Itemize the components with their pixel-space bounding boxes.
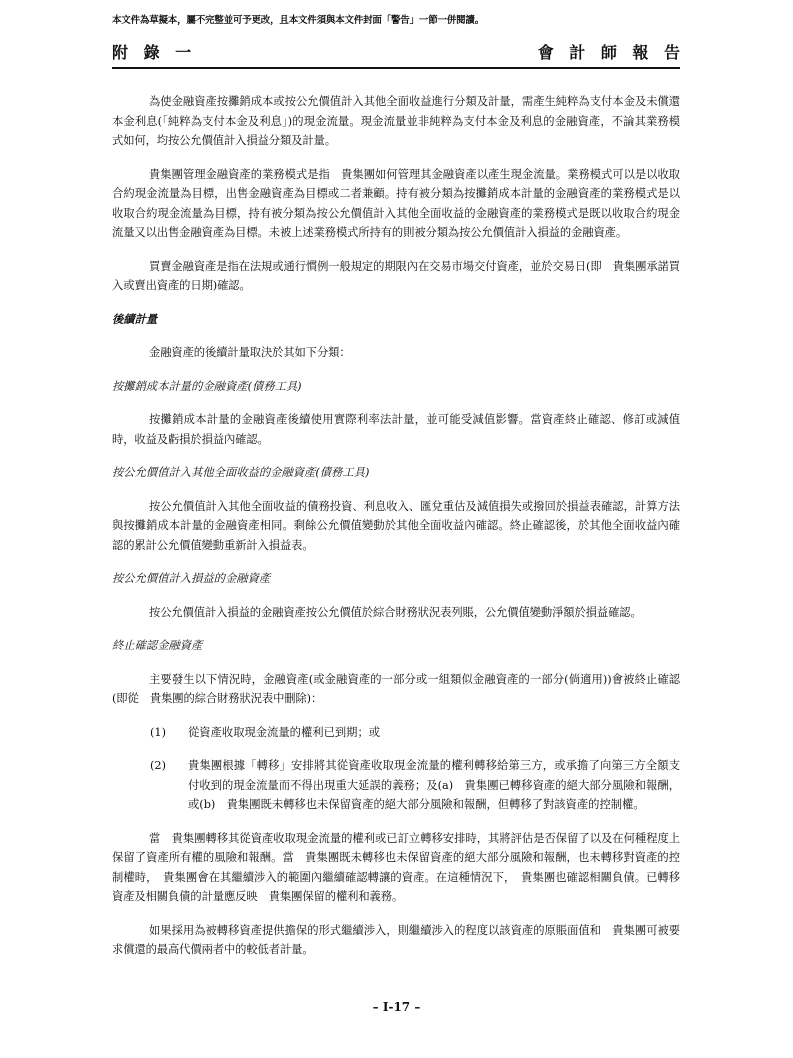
- paragraph: 貴集團管理金融資產的業務模式是指 貴集團如何管理其金融資產以產生現金流量。業務模式可以是以收取合約現金流量為目標，出售金融資產為目標或二者兼顧。持有被分類為按攤銷成本計量的金融資產的業務模式是以收取合約現金流量為目標，持有被分類為按公允價值計入其他全面收益的金融資產的業務模式是既以收取合約現金流量又以出售金融資產為目標。未被上述業務模式所持有的則被分類為按公允價值計入損益的金融資產。: [112, 167, 680, 239]
- paragraph: 為使金融資產按攤銷成本或按公允價值計入其他全面收益進行分類及計量，需產生純粹為支付本金及未償還本金利息(「純粹為支付本金及利息」)的現金流量。現金流量並非純粹為支付本金及利息的金融資產，不論其業務模式如何，均按公允價值計入損益分類及計量。: [112, 95, 680, 147]
- appendix-label: 附 錄 一: [112, 43, 197, 62]
- paragraph: 按公允價值計入損益的金融資產按公允價值於綜合財務狀況表列賬，公允價值變動淨額於損益確認。: [149, 605, 642, 619]
- list-text: 從資產收取現金流量的權利已到期；或: [188, 725, 381, 739]
- list-item: [112, 756, 680, 815]
- paragraph: 金融資產的後續計量取決於其如下分類：: [149, 346, 351, 359]
- list-item: [112, 723, 680, 743]
- paragraph: 按攤銷成本計量的金融資產後續使用實際利率法計量，並可能受減值影響。當資產終止確認、修訂或減值時，收益及虧損於損益內確認。: [112, 413, 680, 446]
- subsection-heading: 按公允價值計入損益的金融資產: [112, 572, 271, 585]
- subsection-heading: 按公允價值計入其他全面收益的金融資產(債務工具): [112, 466, 370, 479]
- paragraph: 如果採用為被轉移資產提供擔保的形式繼續涉入，則繼續涉入的程度以該資產的原賬面值和 貴集團可被要求償還的最高代價兩者中的較低者計量。: [112, 923, 680, 956]
- section-heading: 後續計量: [112, 311, 158, 326]
- paragraph: 當 貴集團轉移其從資產收取現金流量的權利或已訂立轉移安排時，其將評估是否保留了以及在何種程度上保留了資產所有權的風險和報酬。當 貴集團既未轉移也未保留資產的絕大部分風險和報酬，也未轉移對資產的控制權時， 貴集團會在其繼續涉入的範圍內繼續確認轉讓的資產。在這種情況下， 貴集團也確認相關負債。已轉移資產及相關負債的計量應反映 貴集團保留的權利和義務。: [112, 831, 680, 903]
- header-rule: [112, 67, 680, 69]
- paragraph: 按公允價值計入其他全面收益的債務投資、利息收入、匯兌重估及減值損失或撥回於損益表確認，計算方法與按攤銷成本計量的金融資產相同。剩餘公允價值變動於其他全面收益內確認。終止確認後，於其他全面收益內確認的累計公允價值變動重新計入損益表。: [112, 499, 680, 552]
- list-number: (2): [150, 759, 167, 772]
- paragraph: 買賣金融資產是指在法規或通行慣例一般規定的期限內在交易市場交付資產，並於交易日(即 貴集團承諾買入或賣出資產的日期)確認。: [112, 259, 680, 292]
- paragraph: 主要發生以下情況時，金融資產(或金融資產的一部分或一組類似金融資產的一部分(倘適用))會被終止確認(即從 貴集團的綜合財務狀況表中刪除)：: [112, 672, 680, 705]
- page-number: – I-17 –: [372, 1000, 421, 1014]
- list-text: 貴集團根據「轉移」安排將其從資產收取現金流量的權利轉移給第三方，或承擔了向第三方全額支付收到的現金流量而不得出現重大延誤的義務；及(a) 貴集團已轉移資產的絕大部分風險和報酬，或(b) 貴集團既未轉移也未保留資產的絕大部分風險和報酬，但轉移了對該資產的控制權。: [188, 759, 680, 811]
- document-body: [112, 92, 680, 974]
- report-title: 會 計 師 報 告: [537, 43, 685, 62]
- subsection-heading: 終止確認金融資產: [112, 639, 203, 652]
- draft-notice: 本文件為草擬本，屬不完整並可予更改，且本文件須與本文件封面「警告」一節一併閱讀。: [112, 15, 485, 26]
- list-number: (1): [150, 725, 167, 739]
- page-header: [112, 40, 685, 64]
- subsection-heading: 按攤銷成本計量的金融資產(債務工具): [112, 379, 302, 393]
